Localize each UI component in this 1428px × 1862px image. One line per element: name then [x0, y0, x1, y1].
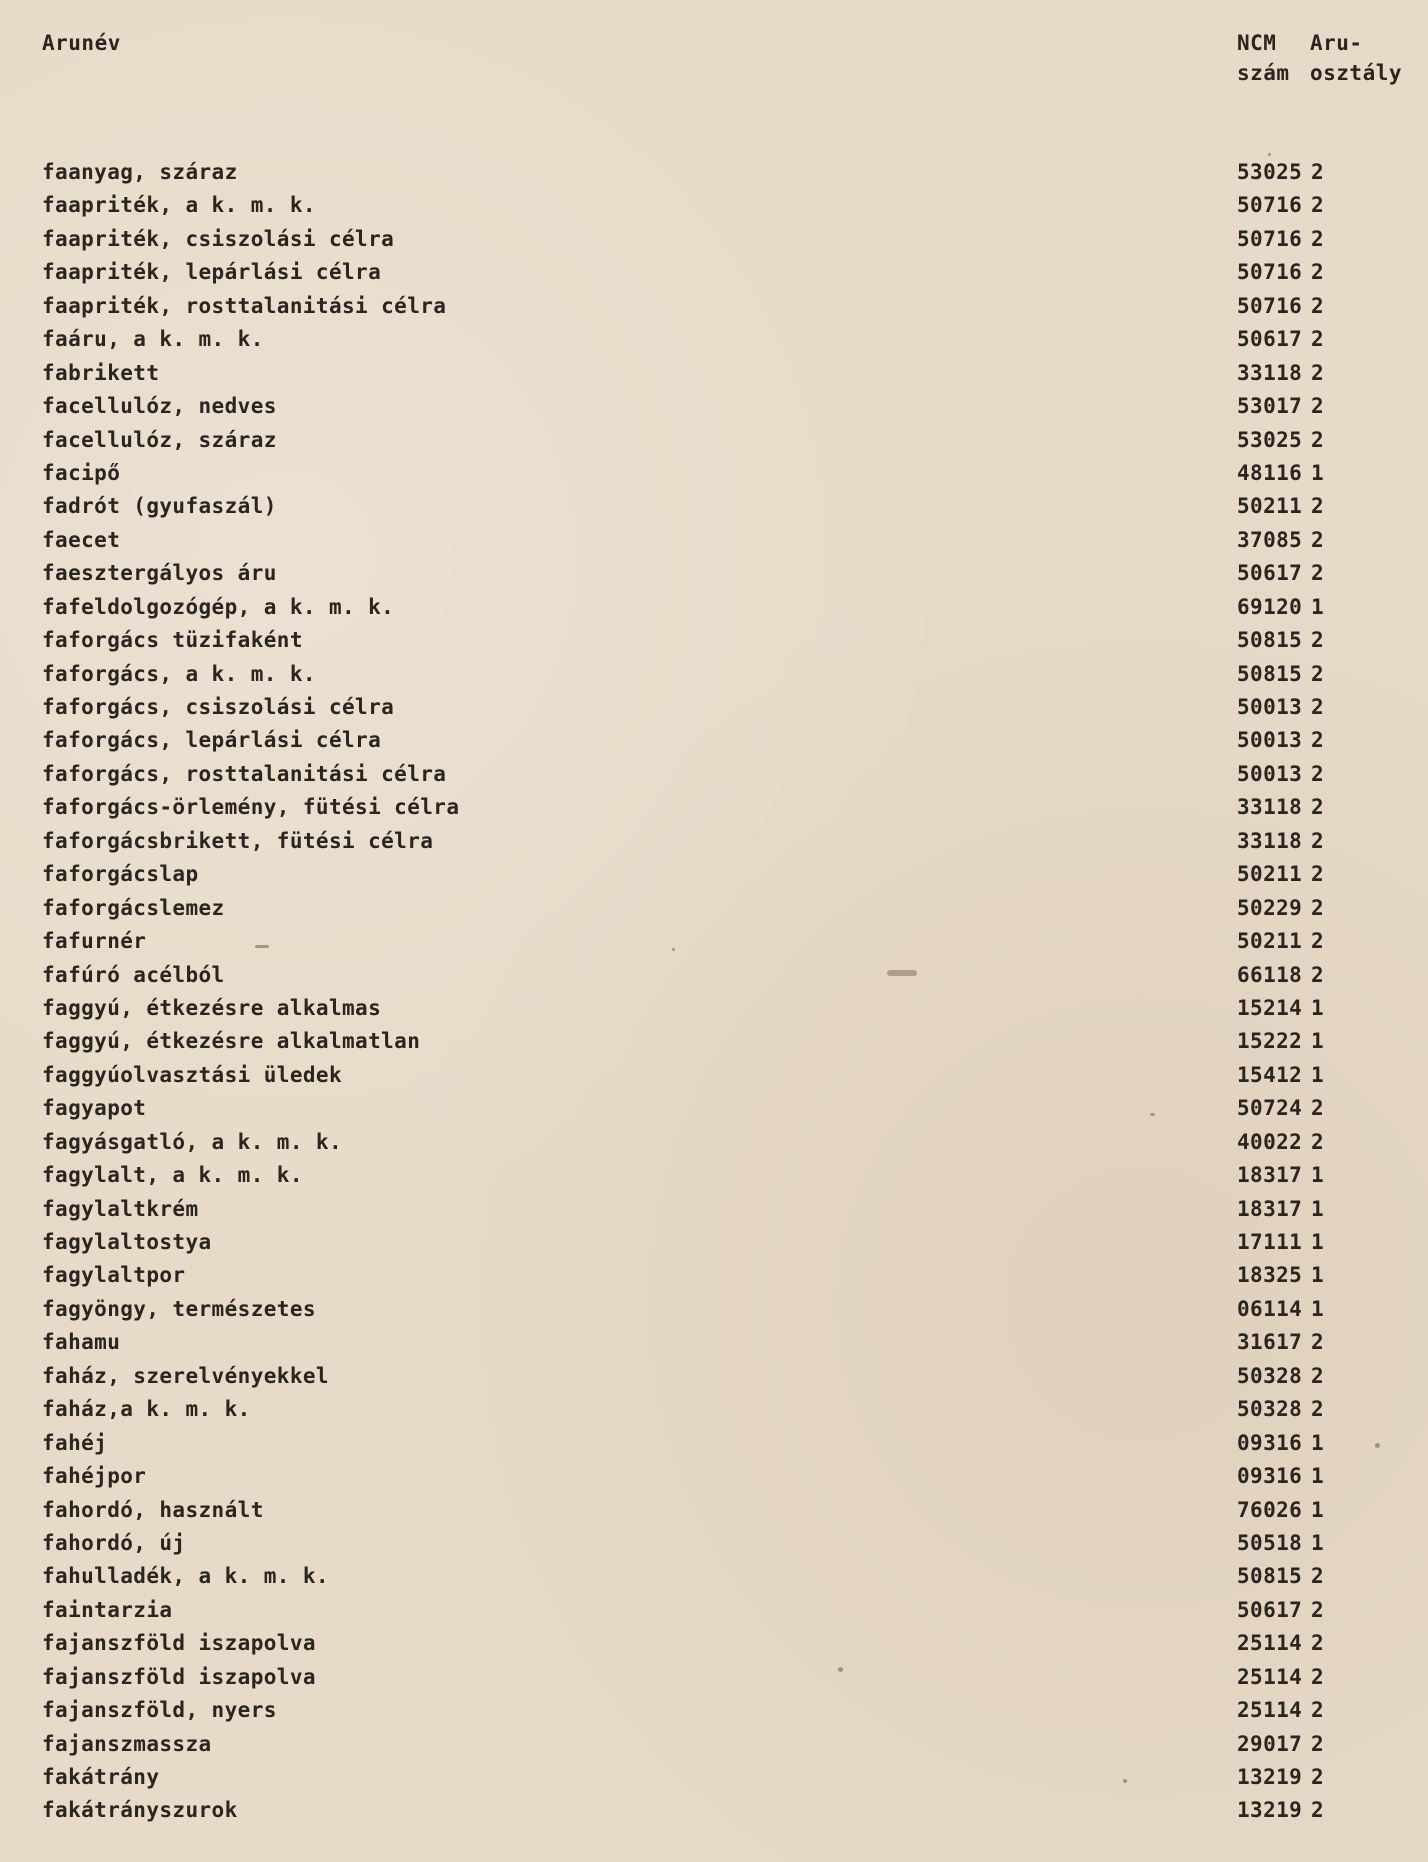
product-class: 1: [1311, 1530, 1325, 1555]
list-item: [0, 662, 1428, 695]
list-item: [0, 561, 1428, 594]
ncm-number: 25114: [1237, 1698, 1303, 1723]
product-name: fagyásgatló, a k. m. k.: [42, 1129, 342, 1154]
product-name: fafurnér: [42, 929, 147, 954]
ncm-number: 50328: [1237, 1363, 1303, 1388]
list-item: [0, 1197, 1428, 1230]
product-name: faapriték, csiszolási célra: [42, 226, 395, 251]
product-class: 2: [1311, 1631, 1325, 1656]
ncm-number: 50013: [1237, 695, 1303, 719]
product-class: 2: [1311, 561, 1325, 586]
list-item: [0, 996, 1428, 1029]
ncm-number: 50617: [1237, 1597, 1303, 1622]
product-name: faforgács, a k. m. k.: [42, 661, 316, 686]
product-name: fagyöngy, természetes: [42, 1296, 316, 1321]
ncm-number: 50716: [1237, 293, 1303, 318]
product-class: 2: [1311, 293, 1325, 318]
product-class: 2: [1311, 1564, 1325, 1589]
column-header-class: [1310, 28, 1402, 88]
ncm-number: 33118: [1237, 795, 1303, 820]
product-class: 2: [1311, 895, 1325, 920]
product-name: fahéj: [42, 1430, 108, 1455]
ncm-number: 29017: [1237, 1731, 1303, 1756]
ncm-number: 50724: [1237, 1096, 1303, 1121]
product-name: faecet: [42, 527, 121, 552]
product-name: fagylaltpor: [42, 1263, 186, 1288]
list-item: [0, 1732, 1428, 1765]
list-item: [0, 1564, 1428, 1597]
list-item: [0, 260, 1428, 293]
ncm-number: 53017: [1237, 394, 1303, 419]
product-name: fahordó, új: [42, 1530, 186, 1555]
product-name: faforgács tüzifaként: [42, 628, 303, 653]
paper-speck: [672, 948, 675, 951]
product-name: fajanszföld iszapolva: [42, 1631, 316, 1656]
ncm-number: 50211: [1237, 862, 1303, 887]
column-header-ncm: [1237, 28, 1290, 88]
list-item: [0, 862, 1428, 895]
list-item: [0, 963, 1428, 996]
product-class: 2: [1311, 527, 1325, 552]
column-header-class-line2: osztály: [1310, 61, 1403, 85]
product-name: facellulóz, nedves: [42, 394, 277, 419]
product-class: 1: [1311, 1296, 1325, 1321]
product-class: 2: [1311, 728, 1325, 753]
list-item: [0, 929, 1428, 962]
product-name: faapriték, rosttalanitási célra: [42, 293, 447, 318]
ncm-number: 50211: [1237, 494, 1303, 519]
product-class: 2: [1311, 1698, 1325, 1723]
product-name: faforgács, rosttalanitási célra: [42, 761, 447, 786]
product-class: 1: [1311, 1062, 1325, 1087]
product-class: 2: [1311, 427, 1325, 452]
product-name: fagylaltkrém: [42, 1196, 199, 1221]
ncm-number: 18317: [1237, 1196, 1303, 1221]
ncm-number: 15222: [1237, 1029, 1303, 1054]
product-class: 1: [1311, 594, 1325, 619]
ncm-number: 18317: [1237, 1163, 1303, 1188]
list-item: [0, 1163, 1428, 1196]
product-name: faforgács, csiszolási célra: [42, 695, 395, 719]
product-name: faggyú, étkezésre alkalmas: [42, 995, 382, 1020]
product-name: faesztergályos áru: [42, 561, 277, 586]
paper-speck: [1268, 153, 1271, 156]
product-class: 2: [1311, 327, 1325, 352]
product-class: 2: [1311, 661, 1325, 686]
column-header-name: [42, 28, 121, 58]
ncm-number: 48116: [1237, 460, 1303, 485]
list-item: [0, 1364, 1428, 1397]
ncm-number: 50815: [1237, 661, 1303, 686]
list-item: [0, 795, 1428, 828]
product-class: 2: [1311, 1597, 1325, 1622]
product-name: fadrót (gyufaszál): [42, 494, 277, 519]
list-item: [0, 728, 1428, 761]
ncm-number: 25114: [1237, 1664, 1303, 1689]
product-name: fagyapot: [42, 1096, 147, 1121]
list-item: [0, 1431, 1428, 1464]
ncm-number: 50328: [1237, 1397, 1303, 1422]
list-item: [0, 227, 1428, 260]
list-item: [0, 1598, 1428, 1631]
ncm-number: 17111: [1237, 1230, 1303, 1254]
ncm-number: 50617: [1237, 327, 1303, 352]
product-class: 2: [1311, 1330, 1325, 1355]
product-class: 1: [1311, 1464, 1325, 1489]
ncm-number: 15412: [1237, 1062, 1303, 1087]
product-name: facipő: [42, 460, 121, 485]
product-class: 2: [1311, 761, 1325, 786]
paper-speck: [1375, 1443, 1380, 1448]
product-class: 1: [1311, 1196, 1325, 1221]
ncm-number: 50211: [1237, 929, 1303, 954]
product-class: 2: [1311, 1664, 1325, 1689]
ncm-number: 50013: [1237, 761, 1303, 786]
product-name: facellulóz, száraz: [42, 427, 277, 452]
product-name: faház,a k. m. k.: [42, 1397, 251, 1422]
ncm-number: 50013: [1237, 728, 1303, 753]
product-class: 2: [1311, 494, 1325, 519]
ncm-number: 37085: [1237, 527, 1303, 552]
ncm-number: 33118: [1237, 360, 1303, 385]
product-name: faforgács, lepárlási célra: [42, 728, 382, 753]
ncm-number: 50518: [1237, 1530, 1303, 1555]
paper-speck: [1123, 1779, 1127, 1783]
list-item: [0, 160, 1428, 193]
ncm-number: 76026: [1237, 1497, 1303, 1522]
list-item: [0, 494, 1428, 527]
product-name: fakátrány: [42, 1765, 160, 1789]
product-name: fajanszföld, nyers: [42, 1698, 277, 1723]
product-name: faforgácslap: [42, 862, 199, 887]
paper-speck: [255, 945, 269, 948]
product-class: 1: [1311, 460, 1325, 485]
ncm-number: 50716: [1237, 226, 1303, 251]
paper-speck: [887, 970, 917, 976]
product-name: faforgács-örlemény, fütési célra: [42, 795, 460, 820]
product-class: 2: [1311, 828, 1325, 853]
product-name: faanyag, száraz: [42, 160, 238, 184]
product-name: faggyú, étkezésre alkalmatlan: [42, 1029, 421, 1054]
list-item: [0, 829, 1428, 862]
list-item: [0, 1096, 1428, 1129]
paper-speck: [838, 1667, 843, 1672]
list-item: [0, 1397, 1428, 1430]
product-class: 1: [1311, 995, 1325, 1020]
paper-speck: [1150, 1113, 1155, 1116]
ncm-number: 66118: [1237, 962, 1303, 987]
product-name: fahamu: [42, 1330, 121, 1355]
ncm-number: 31617: [1237, 1330, 1303, 1355]
list-item: [0, 1765, 1428, 1798]
list-item: [0, 361, 1428, 394]
ncm-number: 15214: [1237, 995, 1303, 1020]
product-class: 2: [1311, 1765, 1325, 1789]
list-item: [0, 695, 1428, 728]
product-class: 2: [1311, 260, 1325, 285]
ncm-number: 13219: [1237, 1798, 1303, 1823]
column-header-ncm-line2: szám: [1237, 61, 1290, 85]
list-item: [0, 1665, 1428, 1698]
product-class: 2: [1311, 1798, 1325, 1823]
list-item: [0, 1063, 1428, 1096]
product-class: 2: [1311, 628, 1325, 653]
product-name: faforgácslemez: [42, 895, 225, 920]
column-header-ncm-line1: NCM: [1237, 31, 1277, 55]
ncm-number: 18325: [1237, 1263, 1303, 1288]
product-class: 2: [1311, 1363, 1325, 1388]
product-name: faforgácsbrikett, fütési célra: [42, 828, 434, 853]
product-name: fahulladék, a k. m. k.: [42, 1564, 329, 1589]
ncm-number: 09316: [1237, 1464, 1303, 1489]
product-class: 1: [1311, 1230, 1325, 1254]
list-item: [0, 762, 1428, 795]
product-name: fagylalt, a k. m. k.: [42, 1163, 303, 1188]
ncm-number: 50815: [1237, 628, 1303, 653]
product-name: fafúró acélból: [42, 962, 225, 987]
ncm-number: 25114: [1237, 1631, 1303, 1656]
product-class: 2: [1311, 1397, 1325, 1422]
product-class: 2: [1311, 962, 1325, 987]
product-class: 2: [1311, 226, 1325, 251]
list-item: [0, 1631, 1428, 1664]
product-name: fahéjpor: [42, 1464, 147, 1489]
list-item: [0, 461, 1428, 494]
product-class: 2: [1311, 160, 1325, 184]
product-name: faapriték, a k. m. k.: [42, 193, 316, 218]
product-name: faintarzia: [42, 1597, 173, 1622]
product-class: 2: [1311, 1096, 1325, 1121]
list-item: [0, 428, 1428, 461]
product-class: 1: [1311, 1430, 1325, 1455]
column-header-name-label: Arunév: [42, 31, 121, 55]
product-name: faggyúolvasztási üledek: [42, 1062, 342, 1087]
product-list: [0, 160, 1428, 1832]
ncm-number: 33118: [1237, 828, 1303, 853]
product-class: 1: [1311, 1263, 1325, 1288]
list-item: [0, 193, 1428, 226]
product-class: 2: [1311, 795, 1325, 820]
ncm-number: 69120: [1237, 594, 1303, 619]
product-name: fajanszföld iszapolva: [42, 1664, 316, 1689]
product-class: 1: [1311, 1163, 1325, 1188]
ncm-number: 50716: [1237, 260, 1303, 285]
list-item: [0, 1297, 1428, 1330]
product-name: faház, szerelvényekkel: [42, 1363, 329, 1388]
product-name: fagylaltostya: [42, 1230, 212, 1254]
product-name: fahordó, használt: [42, 1497, 264, 1522]
product-class: 2: [1311, 695, 1325, 719]
product-class: 2: [1311, 1129, 1325, 1154]
ncm-number: 40022: [1237, 1129, 1303, 1154]
product-class: 2: [1311, 394, 1325, 419]
ncm-number: 09316: [1237, 1430, 1303, 1455]
list-item: [0, 327, 1428, 360]
column-header-class-line1: Aru-: [1310, 31, 1363, 55]
product-name: fabrikett: [42, 360, 160, 385]
list-item: [0, 1263, 1428, 1296]
product-class: 2: [1311, 360, 1325, 385]
ncm-number: 50716: [1237, 193, 1303, 218]
list-item: [0, 528, 1428, 561]
product-class: 1: [1311, 1029, 1325, 1054]
ncm-number: 53025: [1237, 160, 1303, 184]
list-item: [0, 294, 1428, 327]
list-item: [0, 1798, 1428, 1831]
product-name: faáru, a k. m. k.: [42, 327, 264, 352]
ncm-number: 50617: [1237, 561, 1303, 586]
list-item: [0, 1698, 1428, 1731]
product-class: 2: [1311, 862, 1325, 887]
list-item: [0, 394, 1428, 427]
list-item: [0, 1330, 1428, 1363]
product-class: 2: [1311, 193, 1325, 218]
product-class: 2: [1311, 1731, 1325, 1756]
ncm-number: 13219: [1237, 1765, 1303, 1789]
ncm-number: 53025: [1237, 427, 1303, 452]
list-item: [0, 1029, 1428, 1062]
product-name: fajanszmassza: [42, 1731, 212, 1756]
product-name: fakátrányszurok: [42, 1798, 238, 1823]
ncm-number: 50229: [1237, 895, 1303, 920]
list-item: [0, 595, 1428, 628]
ncm-number: 50815: [1237, 1564, 1303, 1589]
product-name: faapriték, lepárlási célra: [42, 260, 382, 285]
list-item: [0, 1130, 1428, 1163]
list-item: [0, 896, 1428, 929]
list-item: [0, 628, 1428, 661]
list-item: [0, 1531, 1428, 1564]
product-name: fafeldolgozógép, a k. m. k.: [42, 594, 395, 619]
ncm-number: 06114: [1237, 1296, 1303, 1321]
list-item: [0, 1498, 1428, 1531]
list-item: [0, 1464, 1428, 1497]
product-class: 1: [1311, 1497, 1325, 1522]
list-item: [0, 1230, 1428, 1263]
product-class: 2: [1311, 929, 1325, 954]
